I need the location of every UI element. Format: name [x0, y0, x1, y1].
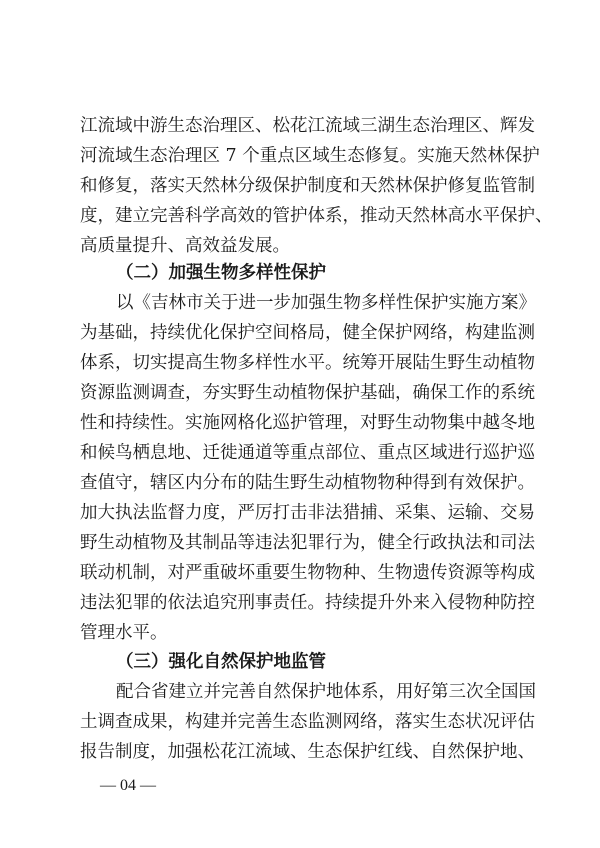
paragraph-line: 报告制度，加强松花江流域、生态保护红线、自然保护地、: [80, 742, 535, 762]
paragraph-line: 度，建立完善科学高效的管护体系，推动天然林高水平保护、: [80, 206, 553, 226]
paragraph-line: 管理水平。: [80, 623, 168, 643]
paragraph-line: 和修复，落实天然林分级保护制度和天然林保护修复监管制: [80, 176, 535, 196]
section-heading: （三）强化自然保护地监管: [116, 652, 326, 672]
paragraph-line: 野生动植物及其制品等违法犯罪行为，健全行政执法和司法: [80, 533, 535, 553]
paragraph-line: 资源监测调查，夯实野生动植物保护基础，确保工作的系统: [80, 383, 535, 403]
paragraph-line: 性和持续性。实施网格化巡护管理，对野生动物集中越冬地: [80, 413, 535, 433]
paragraph-line: 体系，切实提高生物多样性水平。统筹开展陆生野生动植物: [80, 353, 535, 373]
section-heading: （二）加强生物多样性保护: [116, 263, 326, 283]
paragraph-line: 配合省建立并完善自然保护地体系，用好第三次全国国: [116, 682, 536, 702]
paragraph-line: 违法犯罪的依法追究刑事责任。持续提升外来入侵物种防控: [80, 593, 535, 613]
paragraph-line: 土调查成果，构建并完善生态监测网络，落实生态状况评估: [80, 712, 535, 732]
paragraph-line: 加大执法监督力度，严厉打击非法猎捕、采集、运输、交易: [80, 503, 535, 523]
paragraph-line: 联动机制，对严重破坏重要生物物种、生物遗传资源等构成: [80, 563, 535, 583]
paragraph-line: 查值守，辖区内分布的陆生野生动植物物种得到有效保护。: [80, 473, 535, 493]
paragraph-line: 高质量提升、高效益发展。: [80, 236, 290, 256]
paragraph-line: 江流域中游生态治理区、松花江流域三湖生态治理区、辉发: [80, 116, 535, 136]
paragraph-line: 河流域生态治理区 7 个重点区域生态修复。实施天然林保护: [80, 146, 540, 166]
paragraph-line: 以《吉林市关于进一步加强生物多样性保护实施方案》: [116, 293, 536, 313]
paragraph-line: 为基础，持续优化保护空间格局，健全保护网络，构建监测: [80, 323, 535, 343]
page-number: — 04 —: [100, 777, 156, 794]
paragraph-line: 和候鸟栖息地、迁徙通道等重点部位、重点区域进行巡护巡: [80, 443, 535, 463]
